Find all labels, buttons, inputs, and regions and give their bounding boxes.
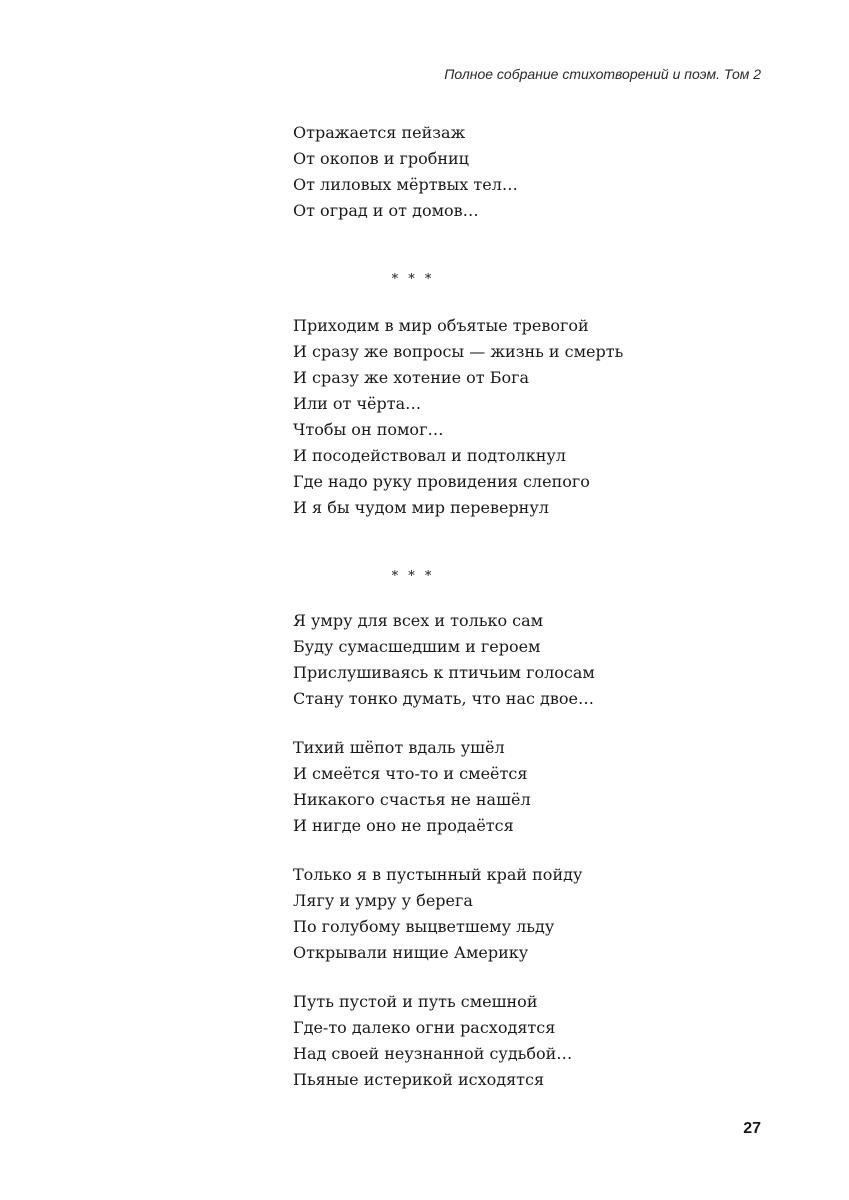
poem-line: Я умру для всех и только сам (293, 611, 544, 630)
page-number: 27 (743, 1120, 761, 1137)
poem-line: Только я в пустынный край пойду (293, 865, 583, 884)
poem-line: Приходим в мир объятые тревогой (293, 316, 589, 335)
page-body (293, 120, 773, 1093)
poem-continuation (293, 120, 773, 224)
running-header: Полное собрание стихотворений и поэм. Том 2 (444, 66, 761, 82)
poem-line: Никакого счастья не нашёл (293, 790, 531, 809)
poem-line: Или от чёрта… (293, 394, 422, 413)
poem-line: По голубому выцветшему льду (293, 917, 555, 936)
poem-line: От оград и от домов… (293, 201, 479, 220)
poem-line: И я бы чудом мир перевернул (293, 498, 549, 517)
poem-line: Тихий шёпот вдаль ушёл (293, 738, 505, 757)
stanza (293, 608, 773, 712)
poem-line: Буду сумасшедшим и героем (293, 637, 541, 656)
poem-line: Путь пустой и путь смешной (293, 992, 538, 1011)
poem-line: Пьяные истерикой исходятся (293, 1070, 545, 1089)
poem-line: И сразу же хотение от Бога (293, 368, 530, 387)
poem-line: От окопов и гробниц (293, 149, 469, 168)
poem-line: Лягу и умру у берега (293, 891, 473, 910)
poem-line: Над своей неузнанной судьбой… (293, 1044, 573, 1063)
poem-line: И посодействовал и подтолкнул (293, 446, 566, 465)
section-separator: * * * (391, 272, 435, 287)
poem-two (293, 313, 773, 521)
poem-line: Открывали нищие Америку (293, 943, 529, 962)
poem-line: Чтобы он помог… (293, 420, 444, 439)
poem-line: От лиловых мёртвых тел… (293, 175, 518, 194)
stanza (293, 735, 773, 839)
poem-line: И смеётся что-то и смеётся (293, 764, 528, 783)
poem-line: Стану тонко думать, что нас двое… (293, 689, 595, 708)
poem-line: Где-то далеко огни расходятся (293, 1018, 556, 1037)
poem-line: И сразу же вопросы — жизнь и смерть (293, 342, 624, 361)
poem-line: И нигде оно не продаётся (293, 816, 514, 835)
poem-three (293, 608, 773, 1093)
poem-line: Прислушиваясь к птичьим голосам (293, 663, 595, 682)
poem-line: Отражается пейзаж (293, 123, 466, 142)
section-separator: * * * (391, 569, 435, 584)
stanza (293, 989, 773, 1093)
poem-line: Где надо руку провидения слепого (293, 472, 590, 491)
stanza (293, 862, 773, 966)
